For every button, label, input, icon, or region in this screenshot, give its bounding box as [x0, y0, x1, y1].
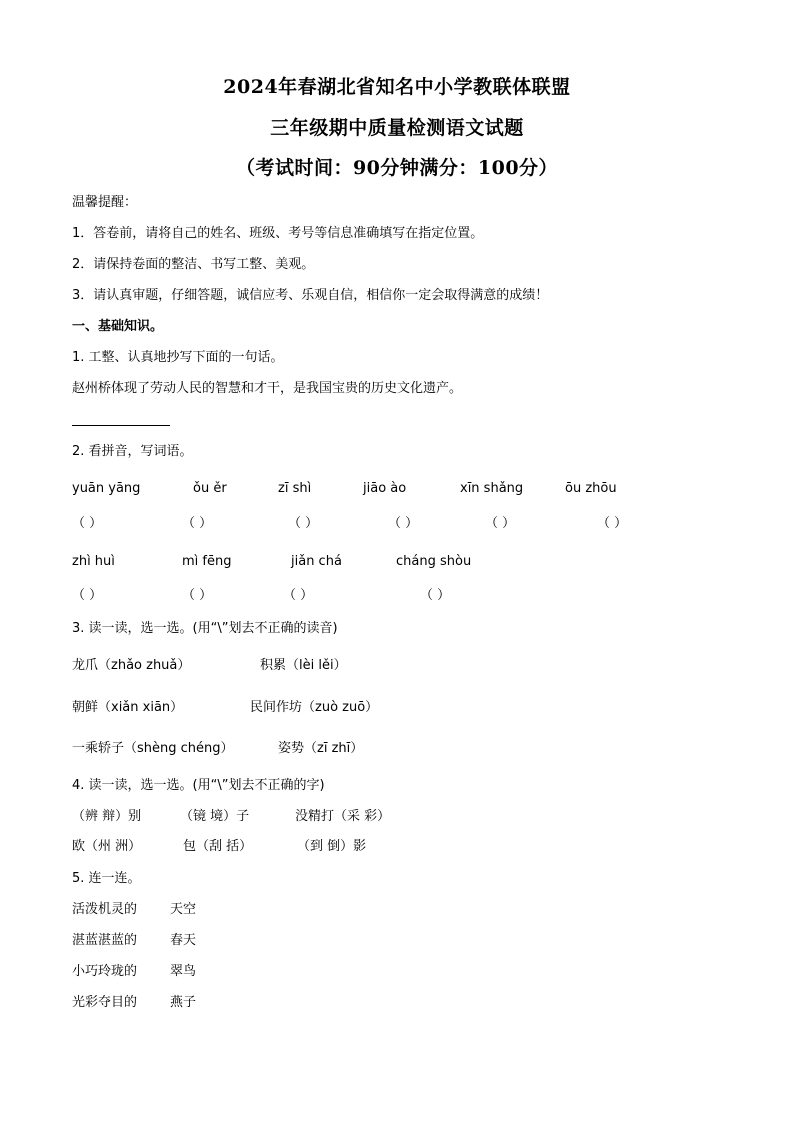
- pinyin-item: mì fēng: [182, 554, 232, 569]
- notice-item-1: 1．答卷前，请将自己的姓名、班级、考号等信息准确填写在指定位置。: [72, 226, 484, 241]
- match-right-item[interactable]: 春天: [170, 933, 197, 948]
- pinyin-item: yuān yāng: [72, 481, 141, 496]
- match-right-item[interactable]: 天空: [170, 902, 197, 917]
- answer-blank-line[interactable]: [72, 425, 170, 426]
- match-left-item[interactable]: 光彩夺目的: [72, 995, 138, 1010]
- character-choice[interactable]: 没精打（采 彩）: [295, 809, 391, 824]
- reading-choice[interactable]: 朝鲜（xiǎn xiān）: [72, 700, 184, 715]
- answer-bracket[interactable]: （ ）: [182, 516, 213, 531]
- answer-bracket[interactable]: （ ）: [72, 588, 103, 603]
- question-3-prompt: 3. 读一读，选一选。(用“\”划去不正确的读音): [72, 621, 338, 636]
- notice-heading: 温馨提醒：: [72, 195, 138, 210]
- answer-bracket[interactable]: （ ）: [182, 588, 213, 603]
- notice-item-2: 2．请保持卷面的整洁、书写工整、美观。: [72, 257, 315, 272]
- reading-choice[interactable]: 龙爪（zhǎo zhuǎ）: [72, 658, 191, 673]
- pinyin-item: jiǎn chá: [291, 554, 342, 569]
- answer-bracket[interactable]: （ ）: [597, 516, 628, 531]
- pinyin-item: jiāo ào: [363, 481, 407, 496]
- exam-subtitle: 三年级期中质量检测语文试题: [270, 117, 524, 139]
- pinyin-item: ǒu ěr: [193, 481, 227, 496]
- character-choice[interactable]: （镜 境）子: [180, 809, 250, 824]
- question-5-prompt: 5. 连一连。: [72, 871, 141, 886]
- character-choice[interactable]: （到 倒）影: [297, 839, 367, 854]
- match-right-item[interactable]: 燕子: [170, 995, 197, 1010]
- question-4-prompt: 4. 读一读，选一选。(用“\”划去不正确的字): [72, 778, 325, 793]
- pinyin-item: ōu zhōu: [565, 481, 617, 496]
- match-left-item[interactable]: 活泼机灵的: [72, 902, 138, 917]
- answer-bracket[interactable]: （ ）: [388, 516, 419, 531]
- reading-choice[interactable]: 积累（lèi lěi）: [260, 658, 347, 673]
- match-left-item[interactable]: 湛蓝湛蓝的: [72, 933, 138, 948]
- match-left-item[interactable]: 小巧玲珑的: [72, 964, 138, 979]
- pinyin-item: cháng shòu: [396, 554, 472, 569]
- section-heading-basics: 一、基础知识。: [72, 319, 164, 334]
- character-choice[interactable]: （辨 辩）别: [72, 809, 142, 824]
- character-choice[interactable]: 包（刮 括）: [183, 839, 253, 854]
- answer-bracket[interactable]: （ ）: [420, 588, 451, 603]
- character-choice[interactable]: 欧（州 洲）: [72, 839, 142, 854]
- notice-item-3: 3．请认真审题，仔细答题，诚信应考、乐观自信，相信你一定会取得满意的成绩！: [72, 288, 549, 303]
- exam-time-score: （考试时间：90分钟满分：100分）: [235, 157, 559, 179]
- exam-title: 2024年春湖北省知名中小学教联体联盟: [223, 76, 571, 98]
- pinyin-item: zī shì: [278, 481, 312, 496]
- answer-bracket[interactable]: （ ）: [485, 516, 516, 531]
- question-2-prompt: 2. 看拼音，写词语。: [72, 444, 193, 459]
- answer-bracket[interactable]: （ ）: [288, 516, 319, 531]
- reading-choice[interactable]: 一乘轿子（shèng chéng）: [72, 741, 234, 756]
- reading-choice[interactable]: 民间作坊（zuò zuō）: [250, 700, 379, 715]
- answer-bracket[interactable]: （ ）: [283, 588, 314, 603]
- reading-choice[interactable]: 姿势（zī zhī）: [278, 741, 364, 756]
- question-1-prompt: 1. 工整、认真地抄写下面的一句话。: [72, 350, 284, 365]
- pinyin-item: zhì huì: [72, 554, 115, 569]
- question-1-sentence: 赵州桥体现了劳动人民的智慧和才干，是我国宝贵的历史文化遗产。: [72, 381, 463, 396]
- answer-bracket[interactable]: （ ）: [72, 516, 103, 531]
- pinyin-item: xīn shǎng: [460, 481, 524, 496]
- match-right-item[interactable]: 翠鸟: [170, 964, 197, 979]
